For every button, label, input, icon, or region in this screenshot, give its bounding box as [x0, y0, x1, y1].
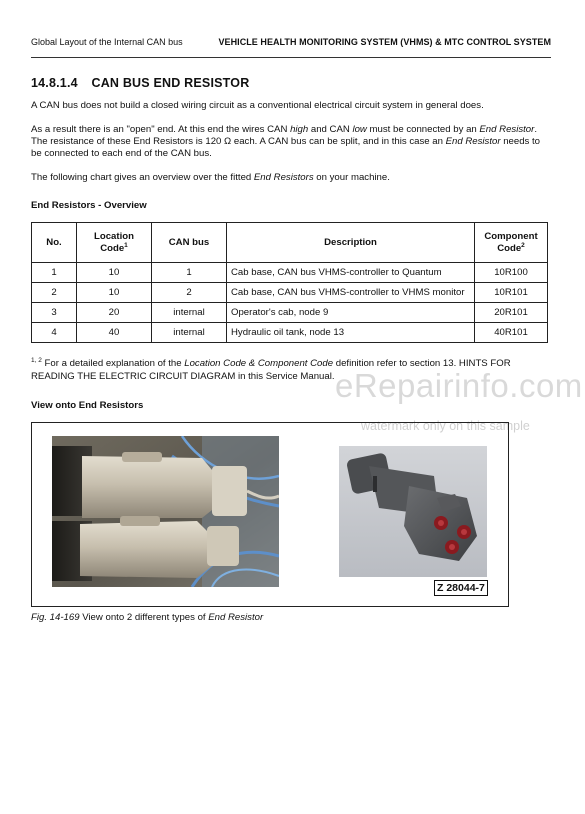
figure-code: Z 28044-7: [434, 580, 488, 596]
paragraph-intro: A CAN bus does not build a closed wiring circuit as a conventional electrical circuit system in general does.: [31, 100, 484, 111]
paragraph-chart-intro: [31, 172, 546, 184]
text-run: As a result there is an "open" end. At this end the wires CAN: [31, 124, 291, 135]
col-header-location-code: [77, 223, 152, 263]
header-text: Code: [497, 242, 522, 254]
paragraph-open-end: [31, 124, 546, 161]
end-resistor-photo-pair: [52, 436, 279, 587]
cell-no: 4: [32, 323, 77, 343]
caption-prefix: Fig. 14-169: [31, 612, 80, 623]
watermark-brand: eRepairinfo.com: [335, 367, 583, 404]
watermark-note: watermark only on this sample: [361, 419, 530, 433]
text-run: must be connected by an: [366, 124, 480, 135]
text-run: on your machine.: [313, 172, 390, 183]
cell-component-code: 10R100: [475, 263, 548, 283]
cell-can-bus: 1: [152, 263, 227, 283]
italic-term: End Resistor: [479, 124, 535, 135]
footnote-marker: 2: [521, 241, 525, 249]
cell-description: Hydraulic oil tank, node 13: [227, 323, 475, 343]
caption-italic-term: End Resistor: [208, 612, 264, 623]
col-header-description: Description: [227, 223, 475, 263]
cell-description: Cab base, CAN bus VHMS-controller to Quantum: [227, 263, 475, 283]
header-text: Component: [484, 230, 538, 242]
text-run: definition refer to section 13. HINTS FOR READING THE ELECTRIC CIRCUIT DIAGRAM in this Service Manual.: [31, 358, 511, 382]
end-resistor-photo-single: [339, 446, 487, 577]
figure-caption: [31, 612, 263, 623]
cell-location-code: 20: [77, 303, 152, 323]
cell-component-code: 10R101: [475, 283, 548, 303]
table-row: [32, 283, 548, 303]
cell-can-bus: internal: [152, 303, 227, 323]
section-number: 14.8.1.4: [31, 76, 78, 90]
text-run: The following chart gives an overview over the fitted: [31, 172, 254, 183]
table-row: [32, 303, 548, 323]
col-header-component-code: [475, 223, 548, 263]
text-run: . The resistance of these End Resistors is 120 Ω each. A CAN bus can be split, and in this case an: [31, 124, 537, 148]
cell-location-code: 10: [77, 283, 152, 303]
table-title: End Resistors - Overview: [31, 200, 147, 211]
cell-component-code: 40R101: [475, 323, 548, 343]
text-run: and CAN: [308, 124, 353, 135]
cell-no: 3: [32, 303, 77, 323]
header-text: Location: [94, 230, 134, 242]
cell-description: Cab base, CAN bus VHMS-controller to VHMS monitor: [227, 283, 475, 303]
header-section-title: VEHICLE HEALTH MONITORING SYSTEM (VHMS) & MTC CONTROL SYSTEM: [218, 37, 551, 47]
italic-term: End Resistors: [253, 172, 314, 183]
cell-component-code: 20R101: [475, 303, 548, 323]
header-rule: [31, 57, 551, 58]
italic-term: End Resistor: [445, 136, 501, 148]
running-header: [31, 37, 551, 51]
italic-term: high: [290, 124, 309, 135]
italic-term: Location Code & Component Code: [184, 358, 334, 369]
section-title: CAN BUS END RESISTOR: [91, 76, 250, 90]
footnote-marker: 1: [124, 241, 128, 249]
text-run: For a detailed explanation of the: [41, 358, 185, 369]
figure-heading: View onto End Resistors: [31, 400, 144, 411]
header-text: Code: [100, 242, 125, 254]
section-heading: [31, 76, 249, 90]
cell-location-code: 40: [77, 323, 152, 343]
cell-no: 1: [32, 263, 77, 283]
footnote-marker: 1, 2: [31, 356, 42, 364]
caption-text: View onto 2 different types of: [79, 612, 209, 623]
table-row: [32, 263, 548, 283]
col-header-can-bus: CAN bus: [152, 223, 227, 263]
header-chapter-title: Global Layout of the Internal CAN bus: [31, 37, 183, 47]
end-resistors-table: [31, 222, 548, 343]
table-header-row: [32, 223, 548, 263]
cell-can-bus: internal: [152, 323, 227, 343]
cell-no: 2: [32, 283, 77, 303]
cell-description: Operator's cab, node 9: [227, 303, 475, 323]
cell-location-code: 10: [77, 263, 152, 283]
italic-term: low: [352, 124, 367, 135]
table-row: [32, 323, 548, 343]
col-header-no: No.: [32, 223, 77, 263]
text-run: needs to be connected to each end of the CAN bus.: [31, 136, 541, 160]
cell-can-bus: 2: [152, 283, 227, 303]
